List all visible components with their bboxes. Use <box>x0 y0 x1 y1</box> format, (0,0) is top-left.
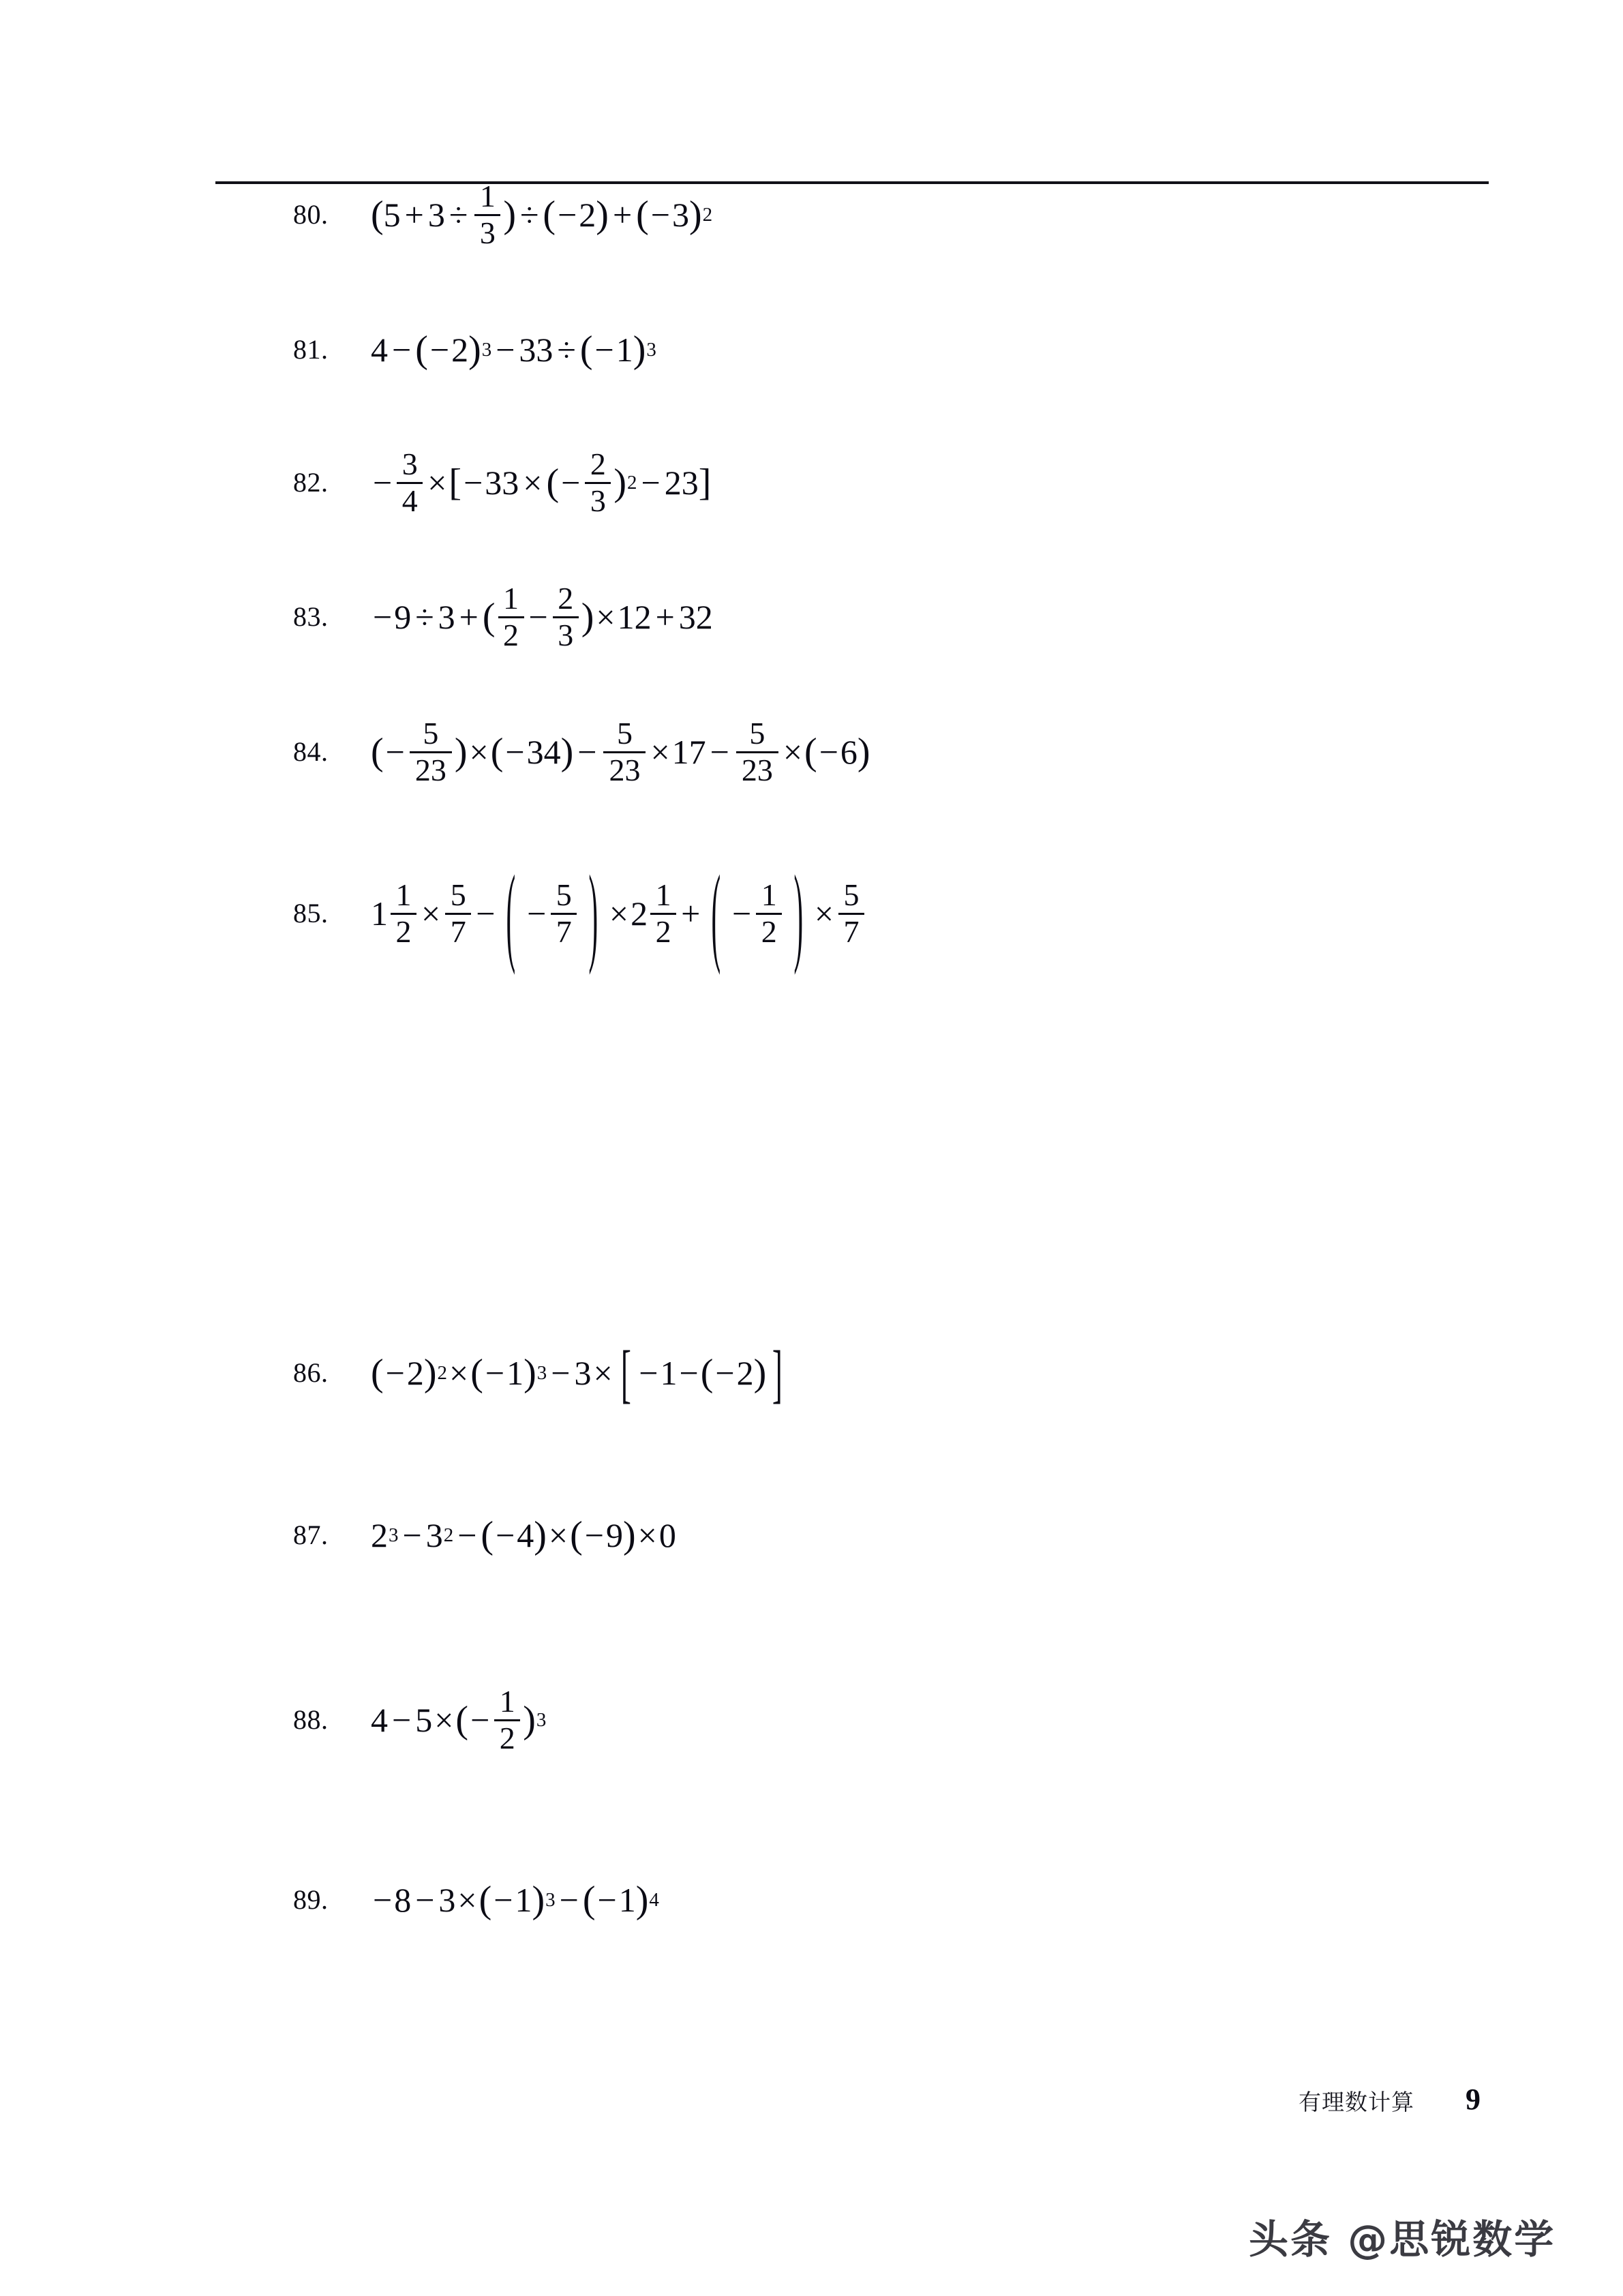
operator-minus: − <box>464 464 483 502</box>
mixed-number <box>631 879 679 948</box>
fraction <box>736 715 778 787</box>
page-footer <box>0 2072 1623 2147</box>
fraction-numerator: 5 <box>423 715 439 751</box>
operand: 2 <box>579 196 596 234</box>
operand: 4 <box>371 331 388 369</box>
problem-number: 86. <box>293 1357 329 1388</box>
operand: 9 <box>394 598 412 636</box>
operator-minus: − <box>597 1881 617 1919</box>
paren-open: ( <box>481 1513 494 1556</box>
operator-minus: − <box>715 1354 735 1392</box>
operand: 1 <box>618 1881 636 1919</box>
paren-open: ( <box>579 328 593 371</box>
fraction <box>397 446 423 518</box>
operator-times: × <box>650 733 670 771</box>
problem-number: 84. <box>293 736 329 767</box>
operand: 3 <box>425 1516 443 1554</box>
operator-times: × <box>596 598 616 636</box>
operand: 4 <box>517 1516 534 1554</box>
operator-times: × <box>548 1516 568 1554</box>
operator-minus: − <box>457 1516 477 1554</box>
bracket-close: ] <box>698 461 712 504</box>
watermark: 头条 @思锐数学 <box>1249 2216 1556 2263</box>
fraction-numerator: 5 <box>450 877 466 912</box>
page-number: 9 <box>1466 2083 1481 2116</box>
operator-minus: − <box>496 331 515 369</box>
fraction <box>494 1683 520 1755</box>
fraction-denominator: 7 <box>450 913 466 949</box>
operand: 1 <box>660 1354 678 1392</box>
operator-minus: − <box>373 598 393 636</box>
operator-minus: − <box>558 196 577 234</box>
paren-open: ( <box>371 193 384 236</box>
operator-minus: − <box>561 464 581 502</box>
paren-open: ( <box>636 193 649 236</box>
operator-times: × <box>609 894 629 933</box>
operator-minus: − <box>476 894 496 933</box>
paren-open: ( <box>470 1351 483 1394</box>
operator-minus: − <box>551 1354 571 1392</box>
mixed-whole-part: 1 <box>371 894 388 933</box>
fraction <box>603 715 646 787</box>
operand: 6 <box>840 733 858 771</box>
fraction-denominator: 2 <box>499 1720 515 1755</box>
operator-plus: + <box>681 894 701 933</box>
operator-times: × <box>469 733 489 771</box>
operator-minus: − <box>577 733 597 771</box>
operand: 2 <box>736 1354 754 1392</box>
operator-times: × <box>457 1881 477 1919</box>
paren-close-tall: ) <box>588 851 598 976</box>
operator-minus: − <box>559 1881 579 1919</box>
paren-close: ) <box>613 461 626 504</box>
fraction-denominator: 2 <box>761 913 777 949</box>
operand: 34 <box>526 733 561 771</box>
operand: 1 <box>506 1354 524 1392</box>
operand: 33 <box>519 331 553 369</box>
fraction-denominator: 23 <box>609 752 641 787</box>
operator-minus: − <box>527 894 547 933</box>
operator-times: × <box>449 1354 469 1392</box>
operator-times: × <box>434 1701 454 1739</box>
paren-open: ( <box>371 730 384 773</box>
paren-open: ( <box>455 1698 469 1741</box>
paren-close: ) <box>532 1878 545 1921</box>
operand: 23 <box>664 464 699 502</box>
operand: 1 <box>616 331 633 369</box>
paren-close-tall: ) <box>793 851 804 976</box>
fraction-numerator: 1 <box>479 178 496 213</box>
problem-expression: ( − 2 ) 2 × ( − 1 ) 3 − 3 × [ − 1 − ( − 2 ) ] <box>371 1336 783 1410</box>
paren-open: ( <box>490 730 504 773</box>
operand: 1 <box>515 1881 532 1919</box>
fraction-denominator: 7 <box>556 913 572 949</box>
operand: 5 <box>383 196 401 234</box>
operator-divide: ÷ <box>557 331 576 369</box>
operator-times: × <box>814 894 834 933</box>
operand: 8 <box>394 1881 412 1919</box>
operand: 4 <box>371 1701 388 1739</box>
operator-minus: − <box>584 1516 604 1554</box>
paren-close: ) <box>503 193 516 236</box>
fraction-denominator: 3 <box>479 215 496 250</box>
problem-number: 80. <box>293 199 329 230</box>
operator-minus: − <box>679 1354 699 1392</box>
operand: 3 <box>438 598 455 636</box>
bracket-close-tall: ] <box>772 1336 783 1410</box>
paren-close: ) <box>596 193 609 236</box>
paren-open: ( <box>482 595 496 638</box>
operator-minus: − <box>710 733 729 771</box>
fraction-denominator: 3 <box>590 483 606 518</box>
operator-minus: − <box>415 1881 435 1919</box>
operator-plus: + <box>612 196 633 234</box>
operand: 3 <box>672 196 689 234</box>
problem-number: 81. <box>293 334 329 365</box>
fraction <box>498 580 524 652</box>
fraction <box>410 715 452 787</box>
paren-open: ( <box>543 193 556 236</box>
fraction-denominator: 23 <box>741 752 773 787</box>
paren-close: ) <box>468 328 481 371</box>
operator-times: × <box>593 1354 613 1392</box>
fraction-numerator: 5 <box>616 715 633 751</box>
fraction <box>391 879 416 948</box>
fraction-denominator: 4 <box>401 483 418 518</box>
fraction-denominator: 2 <box>503 617 519 652</box>
operator-times: × <box>783 733 803 771</box>
fraction-numerator: 3 <box>401 446 418 481</box>
operand: 33 <box>485 464 519 502</box>
paren-open: ( <box>546 461 560 504</box>
fraction-denominator: 2 <box>395 913 412 949</box>
problem-expression <box>371 715 870 787</box>
operator-plus: + <box>404 196 424 234</box>
paren-close: ) <box>581 595 594 638</box>
problem-number: 85. <box>293 898 329 928</box>
fraction <box>585 446 611 518</box>
fraction-numerator: 1 <box>761 877 777 912</box>
operand: 2 <box>406 1354 424 1392</box>
operator-divide: ÷ <box>449 196 468 234</box>
operator-minus: − <box>392 331 412 369</box>
fraction <box>650 879 676 948</box>
fraction <box>445 879 471 948</box>
fraction-numerator: 1 <box>499 1683 515 1719</box>
paren-open: ( <box>415 328 428 371</box>
operator-times: × <box>421 894 441 933</box>
operator-times: × <box>637 1516 657 1554</box>
paren-close: ) <box>857 730 870 773</box>
problem-expression: − 8 − 3 × ( − 1 ) 3 − ( − 1 ) 4 <box>373 1878 659 1921</box>
problem-expression: 2 3 − 3 2 − ( − 4 ) × ( − 9 ) × 0 <box>371 1513 676 1556</box>
fraction-numerator: 2 <box>590 446 606 481</box>
operator-plus: + <box>459 598 479 636</box>
fraction-numerator: 5 <box>843 877 860 912</box>
paren-close: ) <box>689 193 702 236</box>
operand: 3 <box>438 1881 456 1919</box>
paren-open: ( <box>700 1351 714 1394</box>
operator-minus: − <box>385 1354 405 1392</box>
fraction-numerator: 2 <box>558 580 574 616</box>
problem-number: 82. <box>293 467 329 498</box>
fraction <box>756 879 782 948</box>
operator-minus: − <box>485 1354 505 1392</box>
operand: 5 <box>415 1701 433 1739</box>
fraction-denominator: 23 <box>414 752 446 787</box>
problem-number: 87. <box>293 1520 329 1550</box>
paren-open: ( <box>804 730 817 773</box>
problem-number: 83. <box>293 601 329 632</box>
operator-minus: − <box>528 598 548 636</box>
operator-minus: − <box>402 1516 422 1554</box>
problem-expression <box>371 580 713 652</box>
operand: 12 <box>617 598 652 636</box>
operator-minus: − <box>650 196 670 234</box>
operator-minus: − <box>385 733 405 771</box>
operand: 17 <box>671 733 706 771</box>
paren-close: ) <box>560 730 574 773</box>
paren-close: ) <box>524 1351 536 1394</box>
fraction-numerator: 1 <box>395 877 412 912</box>
problem-number: 88. <box>293 1704 329 1735</box>
fraction <box>553 580 579 652</box>
operator-divide: ÷ <box>519 196 539 234</box>
paren-close: ) <box>523 1698 536 1741</box>
paren-close: ) <box>753 1351 767 1394</box>
operator-minus: − <box>494 1881 513 1919</box>
fraction-denominator: 7 <box>843 913 860 949</box>
paren-close: ) <box>622 1513 636 1556</box>
operand: 2 <box>451 331 469 369</box>
operator-minus: − <box>639 1354 658 1392</box>
fraction-denominator: 2 <box>655 913 671 949</box>
operator-minus: − <box>470 1701 490 1739</box>
paren-close: ) <box>454 730 468 773</box>
operator-minus: − <box>392 1701 412 1739</box>
operator-minus: − <box>505 733 525 771</box>
paren-close: ) <box>534 1513 547 1556</box>
operand: 32 <box>678 598 713 636</box>
fraction-numerator: 1 <box>503 580 519 616</box>
operator-minus: − <box>594 331 614 369</box>
paren-open-tall: ( <box>506 851 516 976</box>
problem-expression <box>371 851 867 976</box>
mixed-whole-part: 2 <box>631 894 648 933</box>
bracket-open: [ <box>449 461 462 504</box>
problem-expression: ( 5 + 3 ÷ $\frac{1}{3}$ ) ÷ ( − 2 ) + ( − 3 ) 2 <box>371 178 713 250</box>
operator-plus: + <box>655 598 675 636</box>
problem-expression: 4 − ( − 2 ) 3 − 33 ÷ ( − 1 ) 3 <box>371 328 656 371</box>
fraction-denominator: 3 <box>558 617 574 652</box>
problem-number: 89. <box>293 1884 329 1915</box>
paren-open: ( <box>371 1351 384 1394</box>
operand: 2 <box>371 1516 388 1554</box>
operand: 9 <box>605 1516 623 1554</box>
fraction <box>474 178 500 250</box>
operator-minus: − <box>819 733 838 771</box>
operator-times: × <box>427 464 447 502</box>
bracket-open-tall: [ <box>620 1336 631 1410</box>
operand: 3 <box>427 196 445 234</box>
fraction-numerator: 5 <box>749 715 765 751</box>
paren-open: ( <box>582 1878 596 1921</box>
operator-times: × <box>523 464 543 502</box>
operator-minus: − <box>731 894 752 933</box>
paren-open: ( <box>479 1878 492 1921</box>
operator-minus: − <box>373 1881 393 1919</box>
operand: 0 <box>658 1516 676 1554</box>
problem-expression: 4 − 5 × ( − $\frac{1}{2}$ ) 3 <box>371 1683 547 1755</box>
fraction <box>838 879 864 948</box>
fraction-numerator: 1 <box>655 877 671 912</box>
paren-close: ) <box>423 1351 437 1394</box>
fraction <box>551 879 577 948</box>
operator-minus: − <box>641 464 661 502</box>
operator-divide: ÷ <box>415 598 434 636</box>
operator-minus: − <box>429 331 450 369</box>
paren-close: ) <box>633 328 646 371</box>
operator-minus: − <box>373 464 393 502</box>
fraction-numerator: 5 <box>556 877 572 912</box>
problem-expression: − $\frac{3}{4}$ × [ − 33 × ( − $\frac{2}{3}$ ) 2 − 23 ] <box>373 446 712 518</box>
footer-title: 有理数计算 <box>1299 2089 1414 2115</box>
operator-minus: − <box>496 1516 515 1554</box>
paren-open-tall: ( <box>711 851 721 976</box>
paren-open: ( <box>570 1513 583 1556</box>
operand: 3 <box>574 1354 592 1392</box>
mixed-number <box>371 879 419 948</box>
paren-close: ) <box>635 1878 649 1921</box>
